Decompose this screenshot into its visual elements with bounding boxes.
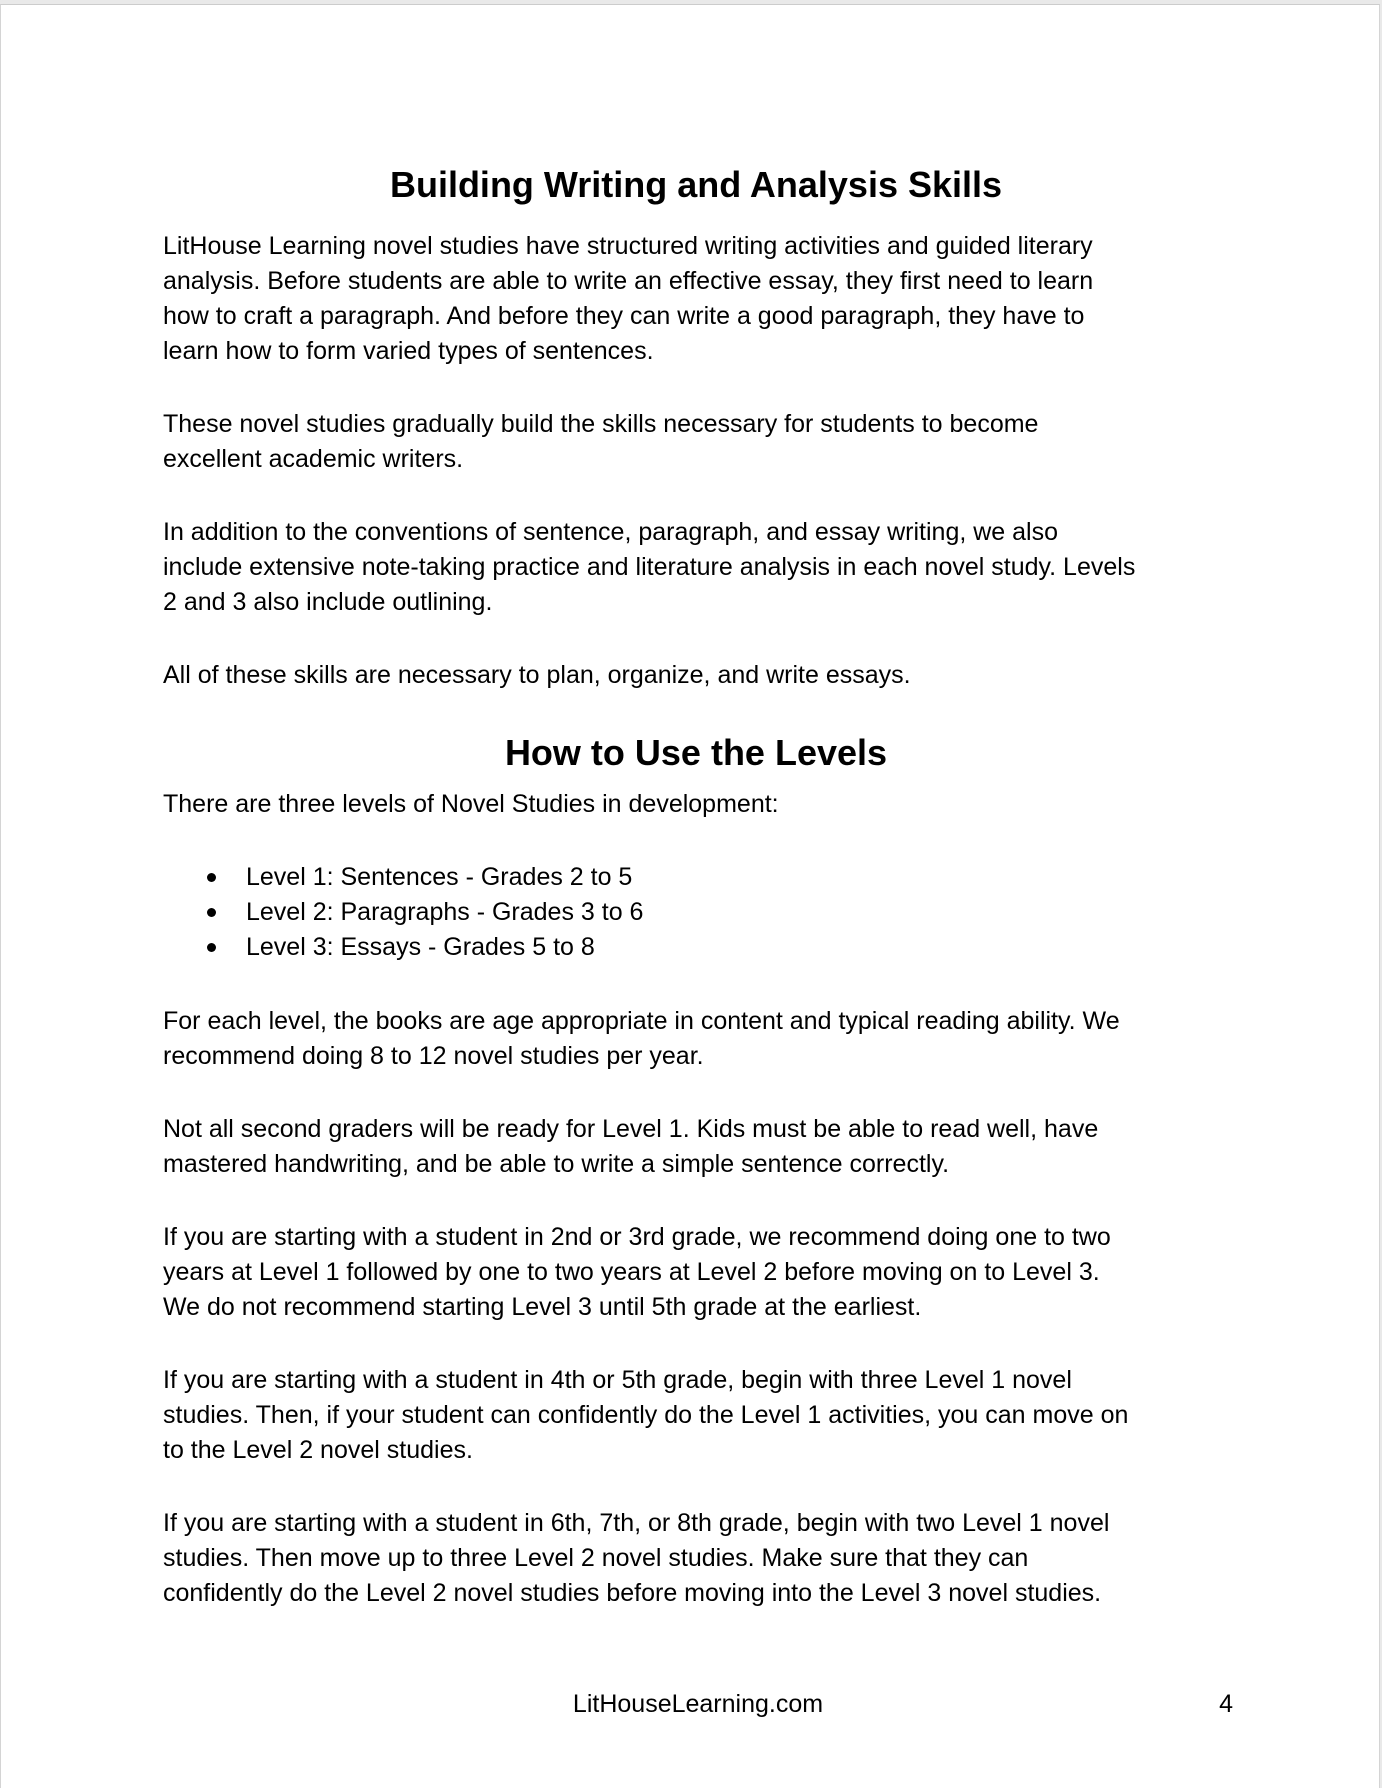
list-item [163,860,1229,895]
text-line: 2 and 3 also include outlining. [163,588,493,616]
footer-page-number: 4 [1219,1690,1233,1718]
text-line: These novel studies gradually build the skills necessary for students to become [163,410,1039,438]
list-item-label: Level 2: Paragraphs - Grades 3 to 6 [246,898,644,926]
paragraph [163,1112,1229,1182]
levels-intro-paragraph [163,787,1229,822]
paragraph [163,1220,1229,1325]
document-content [1,5,1379,1611]
paragraph [163,658,1229,693]
text-line: mastered handwriting, and be able to write a simple sentence correctly. [163,1150,950,1178]
text-line: studies. Then move up to three Level 2 novel studies. Make sure that they can [163,1544,1029,1572]
text-line: studies. Then, if your student can confidently do the Level 1 activities, you can move on [163,1401,1129,1429]
text-line: If you are starting with a student in 2nd or 3rd grade, we recommend doing one to two [163,1223,1111,1251]
text-line: If you are starting with a student in 4th or 5th grade, begin with three Level 1 novel [163,1366,1072,1394]
text-line: All of these skills are necessary to plan, organize, and write essays. [163,661,911,689]
text-line: confidently do the Level 2 novel studies before moving into the Level 3 novel studies. [163,1579,1102,1607]
text-line: If you are starting with a student in 6th, 7th, or 8th grade, begin with two Level 1 novel [163,1509,1110,1537]
text-line: how to craft a paragraph. And before they can write a good paragraph, they have to [163,302,1085,330]
list-item-label: Level 1: Sentences - Grades 2 to 5 [246,863,633,891]
paragraph [163,515,1229,620]
page-footer [163,1687,1233,1722]
text-line: We do not recommend starting Level 3 until 5th grade at the earliest. [163,1293,922,1321]
section-heading-building-writing: Building Writing and Analysis Skills [389,164,1003,205]
paragraph [163,407,1229,477]
document-page [0,4,1380,1788]
text-line: excellent academic writers. [163,445,464,473]
bullet-icon [207,873,216,882]
list-item-label: Level 3: Essays - Grades 5 to 8 [246,933,595,961]
text-line: recommend doing 8 to 12 novel studies per year. [163,1042,704,1070]
list-item [163,895,1229,930]
paragraph [163,1506,1229,1611]
text-line: For each level, the books are age appropriate in content and typical reading ability. We [163,1007,1120,1035]
bullet-icon [207,943,216,952]
skills-section-paragraphs [163,229,1229,693]
text-line: include extensive note-taking practice and literature analysis in each novel study. Levels [163,553,1136,581]
list-item [163,930,1229,965]
text-line: years at Level 1 followed by one to two years at Level 2 before moving on to Level 3. [163,1258,1100,1286]
section-heading-how-to-use-levels: How to Use the Levels [504,732,888,773]
paragraph [163,1004,1229,1074]
levels-section-paragraphs [163,1004,1229,1611]
footer-site-name: LitHouseLearning.com [572,1690,824,1718]
text-line: LitHouse Learning novel studies have structured writing activities and guided literary [163,232,1093,260]
bullet-icon [207,908,216,917]
text-line: Not all second graders will be ready for Level 1. Kids must be able to read well, have [163,1115,1099,1143]
text-line: analysis. Before students are able to write an effective essay, they first need to learn [163,267,1094,295]
text-line: In addition to the conventions of sentence, paragraph, and essay writing, we also [163,518,1059,546]
text-line: to the Level 2 novel studies. [163,1436,473,1464]
text-line: learn how to form varied types of sentences. [163,337,654,365]
text-line: There are three levels of Novel Studies in development: [163,790,779,818]
paragraph [163,1363,1229,1468]
levels-bullet-list [163,860,1229,965]
paragraph [163,229,1229,369]
